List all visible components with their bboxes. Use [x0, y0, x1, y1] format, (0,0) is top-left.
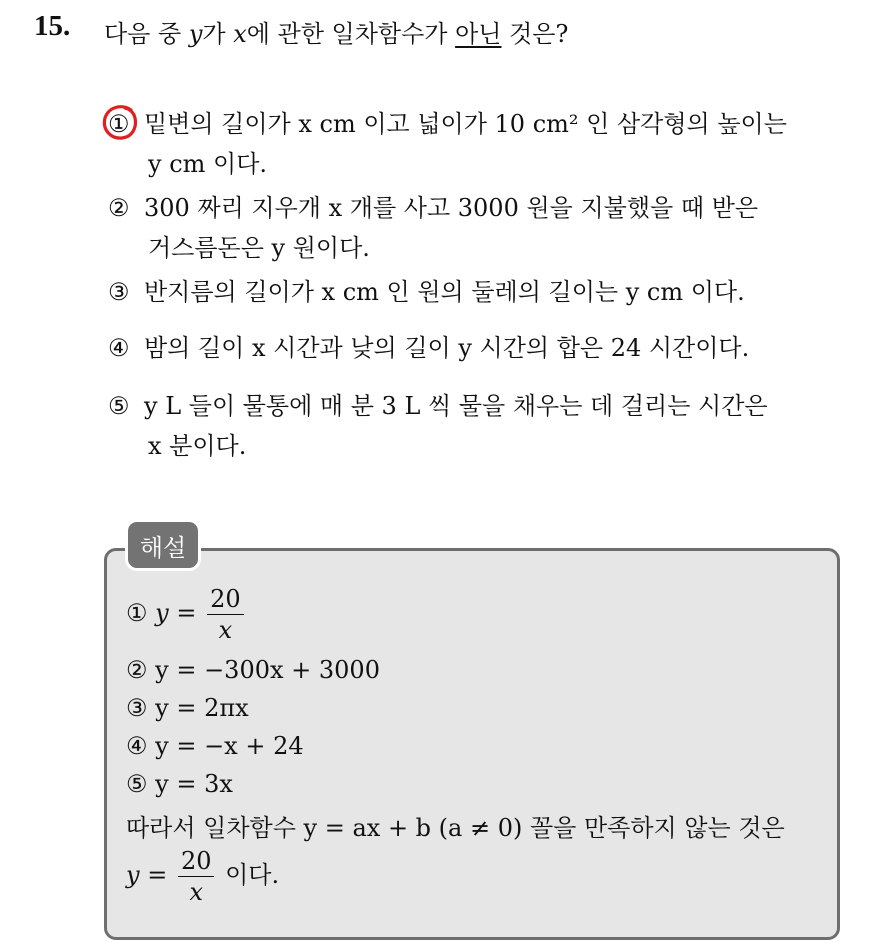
option-text: 밤의 길이 x 시간과 낮의 길이 y 시간의 합은 24 시간이다.	[144, 334, 750, 362]
solution-line-3: ③ y = 2πx	[126, 694, 249, 722]
underlined-word: 아닌	[455, 20, 502, 48]
solution-line-5: ⑤ y = 3x	[126, 770, 233, 798]
option-marker: ⑤	[108, 392, 130, 420]
equation-lhs: y =	[155, 599, 197, 627]
option-text-cont: x 분이다.	[148, 432, 247, 460]
option-3[interactable]	[108, 272, 828, 312]
fraction-denominator: x	[189, 878, 203, 906]
solution-line-2: ② y = −300x + 3000	[126, 656, 380, 684]
solution-badge: 해설	[128, 522, 198, 568]
option-2[interactable]	[108, 188, 828, 268]
question-text-part: 에 관한 일차함수가	[246, 20, 456, 48]
solution-line-4: ④ y = −x + 24	[126, 732, 304, 760]
option-marker: ③	[108, 278, 130, 306]
equation-lhs: y =	[126, 861, 168, 889]
question-text-part: 다음 중	[104, 20, 189, 48]
fraction-numerator: 20	[207, 584, 244, 615]
fraction	[178, 846, 215, 907]
option-text: 밑변의 길이가 x cm 이고 넓이가 10 cm² 인 삼각형의 높이는	[144, 110, 787, 138]
option-text: y L 들이 물통에 매 분 3 L 씩 물을 채우는 데 걸리는 시간은	[144, 392, 768, 420]
fraction-denominator: x	[218, 616, 233, 644]
option-5[interactable]	[108, 386, 828, 466]
option-marker: ①	[108, 110, 130, 138]
option-text-cont: y cm 이다.	[148, 150, 268, 178]
var-y: y	[188, 20, 203, 48]
solution-line-1	[126, 584, 247, 645]
var-x: x	[233, 20, 247, 48]
solution-marker: ①	[126, 599, 148, 627]
option-text: 300 짜리 지우개 x 개를 사고 3000 원을 지불했을 때 받은	[144, 194, 759, 222]
question-number: 15.	[34, 10, 71, 42]
fraction	[207, 584, 244, 645]
question-text	[104, 14, 568, 49]
question-text-part: 가	[202, 20, 234, 48]
question-text-part: 것은?	[501, 20, 569, 48]
fraction-numerator: 20	[178, 846, 215, 877]
final-suffix: 이다.	[225, 861, 280, 889]
solution-conclusion: 따라서 일차함수 y = ax + b (a ≠ 0) 꼴을 만족하지 않는 것은	[126, 814, 785, 842]
option-marker: ②	[108, 194, 130, 222]
option-text-cont: 거스름돈은 y 원이다.	[148, 234, 370, 262]
option-1[interactable]	[108, 104, 828, 184]
option-marker: ④	[108, 334, 130, 362]
option-text: 반지름의 길이가 x cm 인 원의 둘레의 길이는 y cm 이다.	[144, 278, 745, 306]
solution-final	[126, 846, 279, 907]
option-4[interactable]	[108, 328, 828, 368]
